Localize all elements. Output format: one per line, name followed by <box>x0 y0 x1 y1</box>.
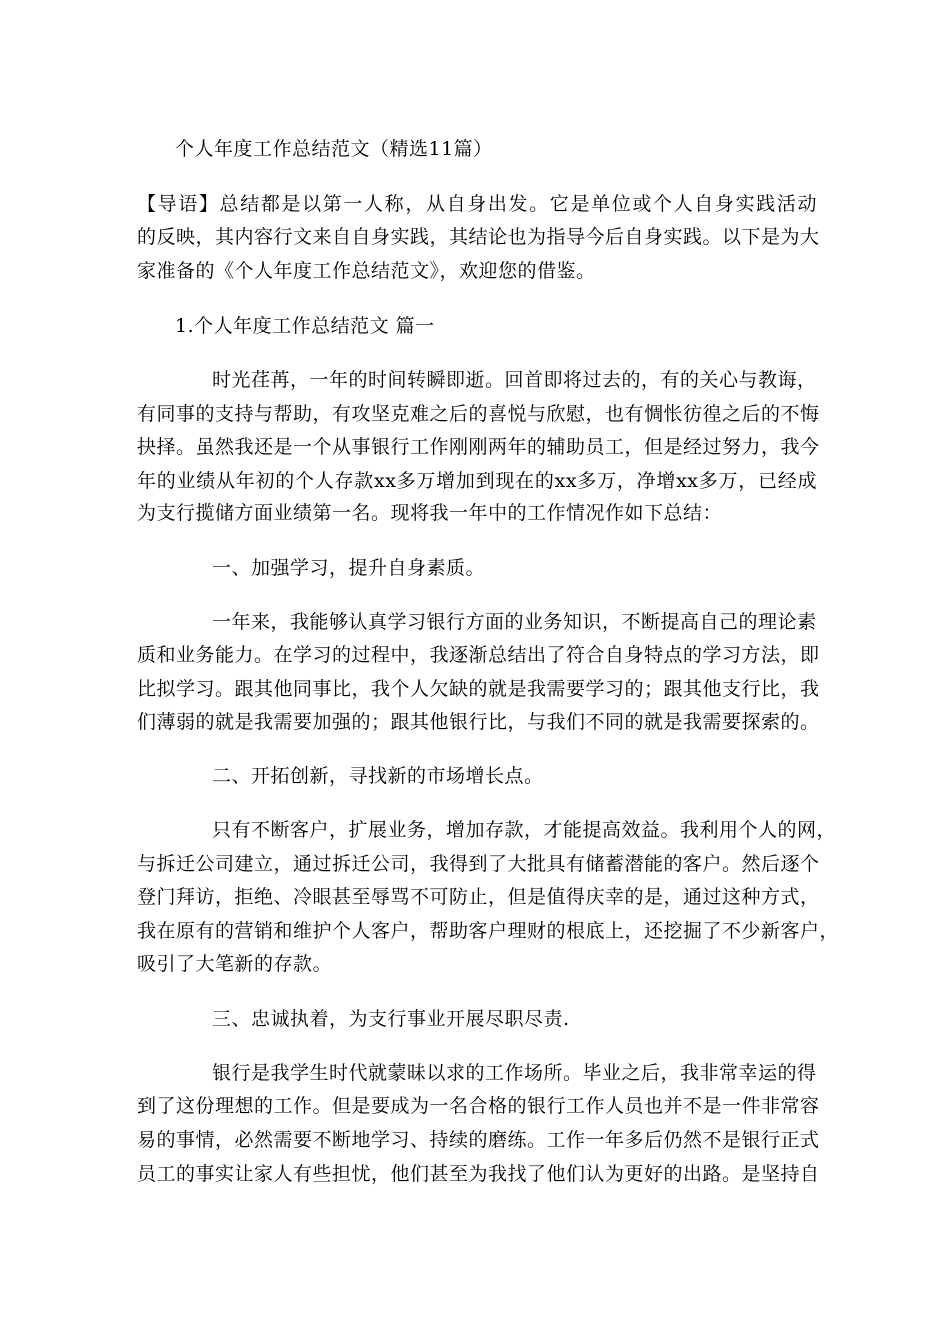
paragraph-line: 员工的事实让家人有些担忧，他们甚至为我找了他们认为更好的出路。是坚持自 <box>137 1163 820 1185</box>
paragraph-line: 到了这份理想的工作。但是要成为一名合格的银行工作人员也并不是一件非常容 <box>137 1095 820 1117</box>
section-heading-1: 一、加强学习，提升自身素质。 <box>212 557 486 579</box>
paragraph-line: 我在原有的营销和维护个人客户，帮助客户理财的根底上，还挖掘了不少新客户， <box>137 920 840 942</box>
intro-line: 的反映，其内容行文来自自身实践，其结论也为指导今后自身实践。以下是为大 <box>137 226 820 248</box>
paragraph-line: 只有不断客户，扩展业务，增加存款，才能提高效益。我利用个人的网， <box>212 819 837 841</box>
paragraph-line: 时光荏苒，一年的时间转瞬即逝。回首即将过去的，有的关心与教诲， <box>212 369 817 391</box>
paragraph-line: 为支行揽储方面业绩第一名。现将我一年中的工作情况作如下总结： <box>137 502 723 524</box>
document-title: 个人年度工作总结范文（精选11篇） <box>175 138 493 160</box>
paragraph-line: 抉择。虽然我还是一个从事银行工作刚刚两年的辅助员工，但是经过努力，我今 <box>137 436 820 458</box>
paragraph-line: 吸引了大笔新的存款。 <box>137 953 333 975</box>
section-heading-2: 二、开拓创新，寻找新的市场增长点。 <box>212 765 544 787</box>
paragraph-line: 有同事的支持与帮助，有攻坚克难之后的喜悦与欣慰，也有惆怅彷徨之后的不悔 <box>137 403 820 425</box>
chapter-heading: 1.个人年度工作总结范文 篇一 <box>175 315 435 337</box>
paragraph-line: 易的事情，必然需要不断地学习、持续的磨练。工作一年多后仍然不是银行正式 <box>137 1129 820 1151</box>
paragraph-line: 质和业务能力。在学习的过程中，我逐渐总结出了符合自身特点的学习方法，即 <box>137 644 820 666</box>
paragraph-line: 们薄弱的就是我需要加强的；跟其他银行比，与我们不同的就是我需要探索的。 <box>137 711 820 733</box>
paragraph-line: 登门拜访，拒绝、冷眼甚至辱骂不可防止，但是值得庆幸的是，通过这种方式， <box>137 886 820 908</box>
paragraph-line: 年的业绩从年初的个人存款xx多万增加到现在的xx多万，净增xx多万，已经成 <box>137 470 817 492</box>
intro-line: 家准备的《个人年度工作总结范文》，欢迎您的借鉴。 <box>137 260 596 282</box>
paragraph-line: 一年来，我能够认真学习银行方面的业务知识，不断提高自己的理论素 <box>212 611 817 633</box>
paragraph-line: 银行是我学生时代就蒙昧以求的工作场所。毕业之后，我非常幸运的得 <box>212 1062 817 1084</box>
paragraph-line: 比拟学习。跟其他同事比，我个人欠缺的就是我需要学习的；跟其他支行比，我 <box>137 678 820 700</box>
intro-line: 【导语】总结都是以第一人称，从自身出发。它是单位或个人自身实践活动 <box>137 193 817 215</box>
section-heading-3: 三、忠诚执着，为支行事业开展尽职尽责. <box>212 1008 570 1030</box>
paragraph-line: 与拆迁公司建立，通过拆迁公司，我得到了大批具有储蓄潜能的客户。然后逐个 <box>137 853 820 875</box>
